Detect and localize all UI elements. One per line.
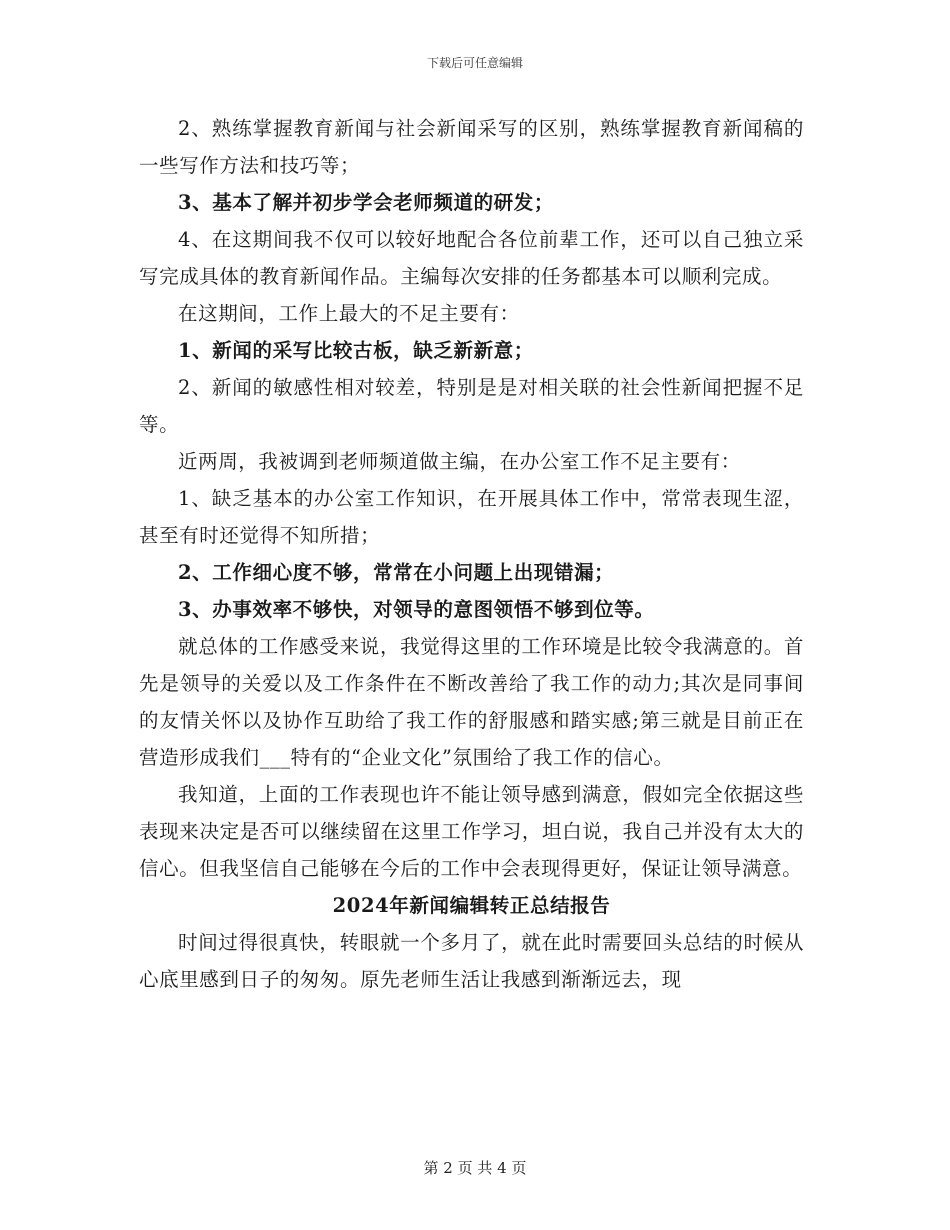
office-item-2-bold: 2、工作细心度不够，常常在小问题上出现错漏； [178,561,615,584]
conclusion-paragraph: 我知道，上面的工作表现也许不能让领导感到满意，假如完全依据这些表现来决定是否可以继续留在这里工作学习，坦白说，我自己并没有太大的信心。但我坚信自己能够在今后的工作中会表现得更好，保证让领导满意。 [139,783,804,880]
page-footer: 第 2 页 共 4 页 [423,1159,527,1177]
page-header: 下载后可任意编辑 [426,56,523,70]
office-item-1: 1、缺乏基本的办公室工作知识，在开展具体工作中，常常表现生涩，甚至有时还觉得不知所措； [139,487,804,547]
paragraph-item-4: 4、在这期间我不仅可以较好地配合各位前辈工作，还可以自己独立采写完成具体的教育新闻作品。主编每次安排的任务都基本可以顺利完成。 [139,228,804,288]
office-shortcomings-intro: 近两周，我被调到老师频道做主编，在办公室工作不足主要有： [178,450,741,473]
office-item-3-bold: 3、办事效率不够快，对领导的意图领悟不够到位等。 [178,598,655,621]
paragraph-item-3-bold: 3、基本了解并初步学会老师频道的研发； [178,191,554,214]
shortcomings-intro: 在这期间，工作上最大的不足主要有： [178,302,520,325]
section-title: 2024年新闻编辑转正总结报告 [332,894,611,917]
document-body [139,110,804,998]
closing-paragraph: 时间过得很真快，转眼就一个多月了，就在此时需要回头总结的时候从心底里感到日子的匆匆。原先老师生活让我感到渐渐远去，现 [139,931,804,991]
shortcoming-item-2: 2、新闻的敏感性相对较差，特别是是对相关联的社会性新闻把握不足等。 [139,376,804,436]
paragraph-item-2: 2、熟练掌握教育新闻与社会新闻采写的区别，熟练掌握教育新闻稿的一些写作方法和技巧等； [139,117,804,177]
shortcoming-item-1-bold: 1、新闻的采写比较古板，缺乏新新意； [178,339,534,362]
overall-feeling-paragraph: 就总体的工作感受来说，我觉得这里的工作环境是比较令我满意的。首先是领导的关爱以及工作条件在不断改善给了我工作的动力;其次是同事间的友情关怀以及协作互助给了我工作的舒服感和踏实感;第三就是目前正在营造形成我们___特有的“企业文化”氛围给了我工作的信心。 [139,635,804,769]
